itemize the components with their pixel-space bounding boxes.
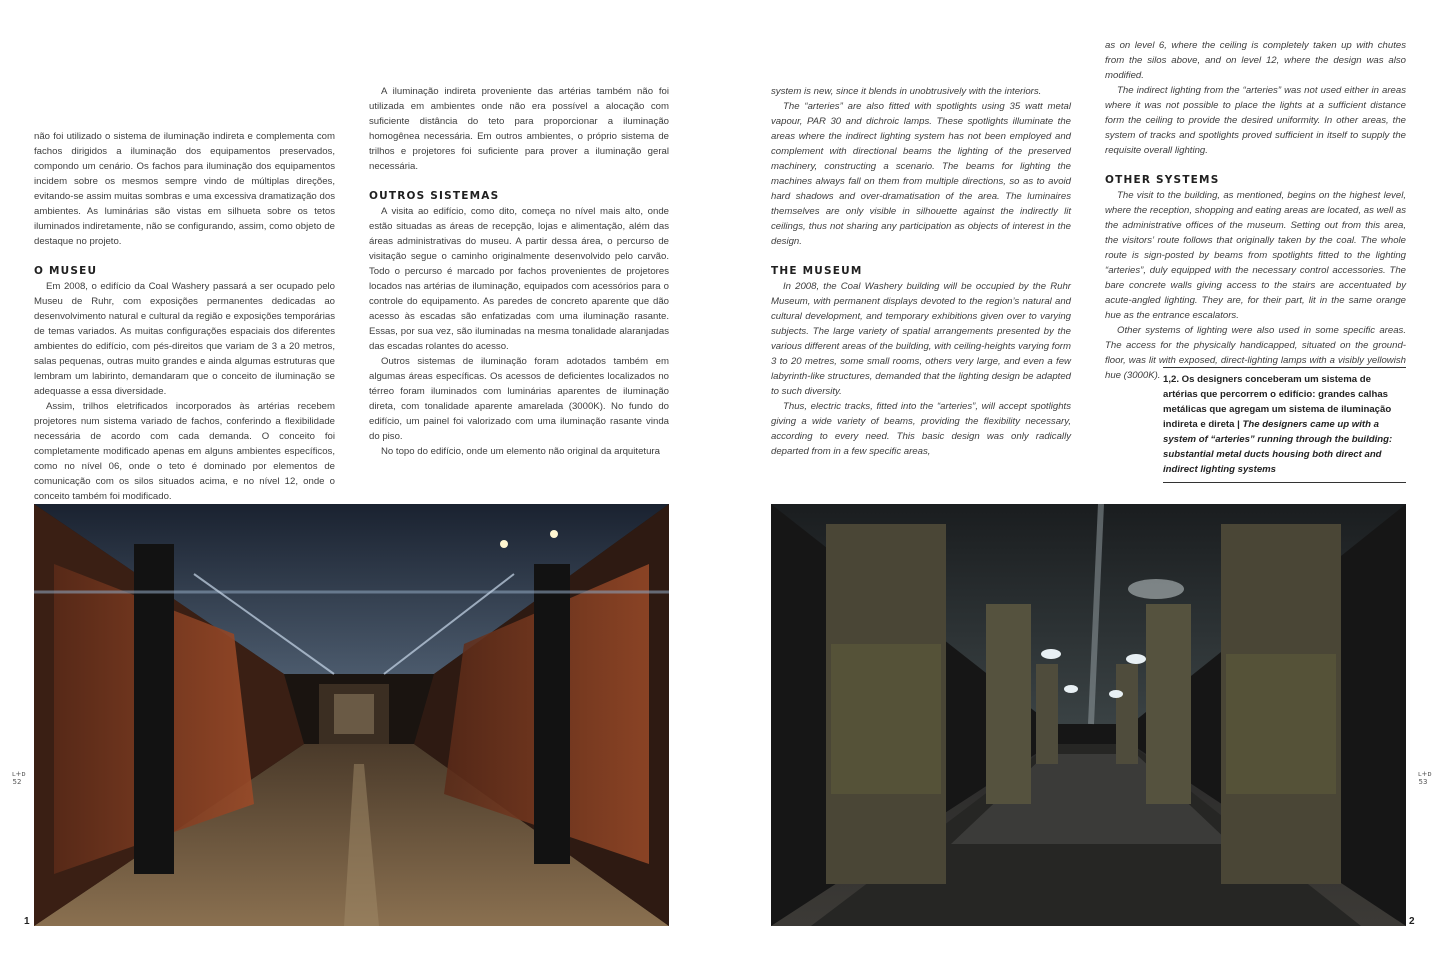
paragraph: Other systems of lighting were also used in some specific areas. The access for the physically handicapped, situated on the ground-floor, was lit with exposed, direct-lighting lamps with a visibly yellowish hue (3000K). — [1105, 325, 1406, 381]
paragraph: In 2008, the Coal Washery building will be occupied by the Ruhr Museum, with permanent displays devoted to the region’s natural and cultural development, and temporary exhibitions given over to varying subjects. The large variety of spatial arrangements presented by the various different areas of the building, with ceiling-heights varying form 3 to 20 metres, some small rooms, others very large, and even a few labyrinth-like structures, demanded that the lighting design be adapted to such diversity. — [771, 281, 1071, 397]
text-column-3 — [771, 84, 1071, 459]
paragraph: Assim, trilhos eletrificados incorporados às artérias recebem projetores num sistema variado de fachos, conferindo a flexibilidade necessária de acordo com cada demanda. O conceito foi completamente modificado apenas em alguns ambientes específicos, como no nível 06, onde o teto é dominado por elementos de comunicação com os silos situados acima, e no nível 12, onde o conceito também foi modificado. — [34, 401, 335, 502]
paragraph: system is new, since it blends in unobtrusively with the interiors. — [771, 86, 1042, 97]
section-heading-o-museu: O MUSEU — [34, 265, 98, 277]
page-number-right: 2 — [1409, 916, 1415, 927]
paragraph: Thus, electric tracks, fitted into the “arteries”, will accept spotlights giving a wide variety of beams, providing the flexibility necessary, according to every need. This basic design was only radically departed from in a few specific areas, — [771, 401, 1071, 457]
paragraph: Outros sistemas de iluminação foram adotados também em algumas áreas específicas. Os acessos de deficientes localizados no térreo foram iluminados com luminárias aparentes de iluminação direta, com tonalidade aparente amarelada (3000K). No fundo do edifício, um painel foi valorizado com uma iluminação rasante vinda do piso. — [369, 356, 669, 442]
paragraph-intro: não foi utilizado o sistema de iluminação indireta e complementa com fachos dirigidos a iluminação dos equipamentos preservados, compondo um cenário. Os fachos para iluminação dos equipamentos incidem sobre os mesmos sempre vindo de múltiplas direções, evitando-se assim muitas sombras e uma excessiva dramatização dos ambientes. As luminárias são vistas em silhueta sobre os tetos iluminados indiretamente, não se configurando, assim, como objeto de destaque no projeto. — [34, 131, 335, 247]
caption-portuguese: 1,2. Os designers conceberam um sistema de artérias que percorrem o edifício: grandes calhas metálicas que agregam um sistema de iluminação indireta e direta | — [1163, 374, 1392, 430]
paragraph: A iluminação indireta proveniente das artérias também não foi utilizada em ambientes onde não era possível a alocação com suficiente distância do teto para proporcionar a iluminação homogênea necessária. Em outros ambientes, o próprio sistema de trilhos e projetores foi suficiente para prover a iluminação geral necessária. — [369, 86, 669, 172]
paragraph: No topo do edifício, onde um elemento não original da arquitetura — [381, 446, 660, 457]
photo-1-industrial-hall — [34, 504, 669, 926]
figure-caption — [1163, 367, 1406, 483]
page-number-left: 1 — [24, 916, 30, 927]
text-column-2 — [369, 84, 669, 459]
paragraph: The “arteries” are also fitted with spotlights using 35 watt metal vapour, PAR 30 and dichroic lamps. These spotlights illuminate the areas where the indirect lighting system has not been employed and complement with directional beams the lighting of the preserved machinery, constructing a scenario. The beams for lighting the machines always fall on them from multiple directions, so as to avoid hard shadows and over-dramatisation of the area. The luminaires themselves are only visible in silhouette against the indirectly lit ceilings, thus not sharing any participation as objects of interest in the design. — [771, 101, 1071, 247]
paragraph: A visita ao edifício, como dito, começa no nível mais alto, onde estão situadas as áreas de recepção, lojas e alimentação, além das áreas administrativas do museu. A partir dessa área, o percurso de visitação segue o caminho originalmente desenvolvido pelo carvão. Todo o percurso é marcado por fachos provenientes de projetores locados nas artérias de iluminação, equipados com acessórios para o controle do equipamento. As paredes de concreto aparente que dão acesso às escadas são enfatizadas com uma iluminação rasante. Essas, por sua vez, são iluminadas na mesma tonalidade alaranjadas das escadas rolantes do acesso. — [369, 206, 669, 352]
caption-english: The designers came up with a system of “arteries” running through the building: substantial metal ducts housing both direct and indirect lighting systems — [1163, 419, 1393, 475]
section-heading-the-museum: THE MUSEUM — [771, 265, 863, 277]
text-column-1 — [34, 129, 335, 504]
section-heading-outros-sistemas: OUTROS SISTEMAS — [369, 190, 500, 202]
folio-left: ʟ+ᴅ 52 — [12, 770, 26, 786]
folio-right: ʟ+ᴅ 53 — [1418, 770, 1432, 786]
text-column-4 — [1105, 38, 1406, 383]
photo-2-concrete-columns — [771, 504, 1406, 926]
paragraph: The visit to the building, as mentioned, begins on the highest level, where the reception, shopping and eating areas are located, as well as the administrative offices of the museum. Setting out from this area, the visitors’ route follows that originally taken by the coal. The whole route is sign-posted by beams from spotlights fitted to the lighting “arteries”, duly equipped with the necessary control accessories. The bare concrete walls giving access to the stairs are accentuated by acute-angled lighting. They are, for their part, lit in the same orange hue as the entrance escalators. — [1105, 190, 1406, 321]
paragraph: Em 2008, o edifício da Coal Washery passará a ser ocupado pelo Museu de Ruhr, com exposições permanentes dedicadas ao desenvolvimento natural e cultural da região e exposições temporárias de temas variados. As muitas configurações espaciais dos diferentes ambientes do edifício, com pés-direitos que variam de 3 a 20 metros, salas pequenas, outras muito grandes e ainda algumas estruturas que lembram um labirinto, demandaram que o conceito de iluminação se adequasse a essa diversidade. — [34, 281, 335, 397]
paragraph: The indirect lighting from the “arteries” was not used either in areas where it was not possible to place the lights at a sufficient distance form the ceiling to provide the desired uniformity. In other areas, the system of tracks and spotlights proved sufficient in itself to supply the requisite overall lighting. — [1105, 85, 1406, 156]
paragraph: as on level 6, where the ceiling is completely taken up with chutes from the silos above, and on level 12, where the design was also modified. — [1105, 40, 1406, 81]
section-heading-other-systems: OTHER SYSTEMS — [1105, 174, 1220, 186]
